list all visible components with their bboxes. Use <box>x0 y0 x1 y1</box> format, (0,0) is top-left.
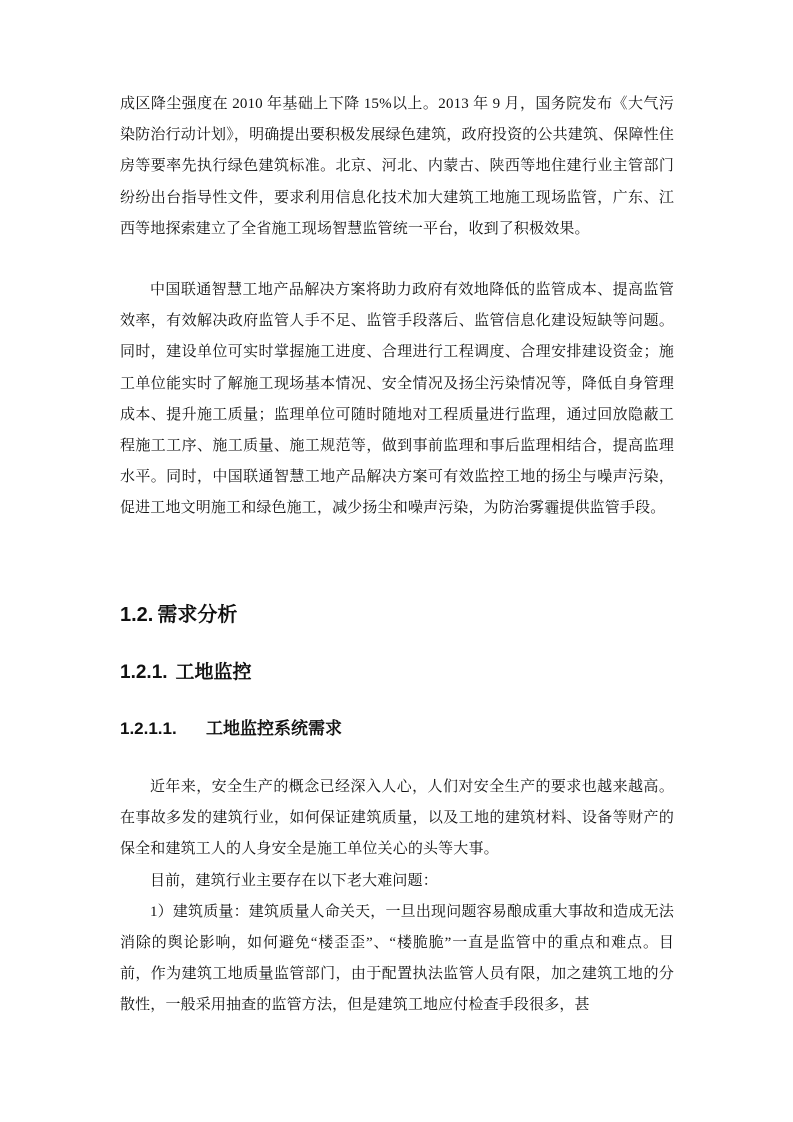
heading-1-2 <box>120 601 674 629</box>
spacer <box>120 629 674 659</box>
paragraph-unicom-solution: 中国联通智慧工地产品解决方案将助力政府有效地降低的监管成本、提高监管效率，有效解决政府监管人手不足、监管手段落后、监管信息化建设短缺等问题。同时，建设单位可实时掌握施工进度、合理进行工程调度、合理安排建设资金；施工单位能实时了解施工现场基本情况、安全情况及扬尘污染情况等，降低自身管理成本、提升施工质量；监理单位可随时随地对工程质量进行监理，通过回放隐蔽工程施工工序、施工质量、施工规范等，做到事前监理和事后监理相结合，提高监理水平。同时，中国联通智慧工地产品解决方案可有效监控工地的扬尘与噪声污染，促进工地文明施工和绿色施工，减少扬尘和噪声污染，为防治雾霾提供监管手段。 <box>120 282 674 517</box>
document-page <box>120 89 674 1022</box>
paragraph-policy-background: 成区降尘强度在 2010 年基础上下降 15%以上。2013 年 9 月，国务院发布《大气污染防治行动计划》，明确提出要积极发展绿色建筑，政府投资的公共建筑、保障性住房等要率先执行绿色建筑标准。北京、河北、内蒙古、陕西等地住建行业主管部门纷纷出台指导性文件，要求利用信息化技术加大建筑工地施工现场监管，广东、江西等地探索建立了全省施工现场智慧监管统一平台，收到了积极效果。 <box>120 96 674 237</box>
heading-title: 工地监控 <box>175 662 252 683</box>
heading-1-2-1 <box>120 659 674 687</box>
spacer <box>120 687 674 716</box>
paragraph-building-quality: 1）建筑质量：建筑质量人命关天，一旦出现问题容易酿成重大事故和造成无法消除的舆论影响，如何避免“楼歪歪”、“楼脆脆”一直是监管中的重点和难点。目前，作为建筑工地质量监管部门，由于配置执法监管人员有限，加之建筑工地的分散性，一般采用抽查的监管方法，但是建筑工地应付检查手段很多，甚 <box>120 903 674 1014</box>
heading-title: 工地监控系统需求 <box>206 719 342 738</box>
heading-number: 1.2.1.1. <box>120 719 177 738</box>
paragraph-problems-intro: 目前，建筑行业主要存在以下老大难问题： <box>150 872 438 889</box>
heading-1-2-1-1 <box>120 716 674 742</box>
paragraph-safety-intro: 近年来，安全生产的概念已经深入人心，人们对安全生产的要求也越来越高。在事故多发的建筑行业，如何保证建筑质量，以及工地的建筑材料、设备等财产的保全和建筑工人的人身安全是施工单位关心的头等大事。 <box>120 779 674 858</box>
heading-number: 1.2. <box>120 604 154 626</box>
spacer <box>120 742 674 772</box>
heading-number: 1.2.1. <box>120 662 168 683</box>
spacer <box>120 587 674 601</box>
heading-title: 需求分析 <box>157 604 238 626</box>
